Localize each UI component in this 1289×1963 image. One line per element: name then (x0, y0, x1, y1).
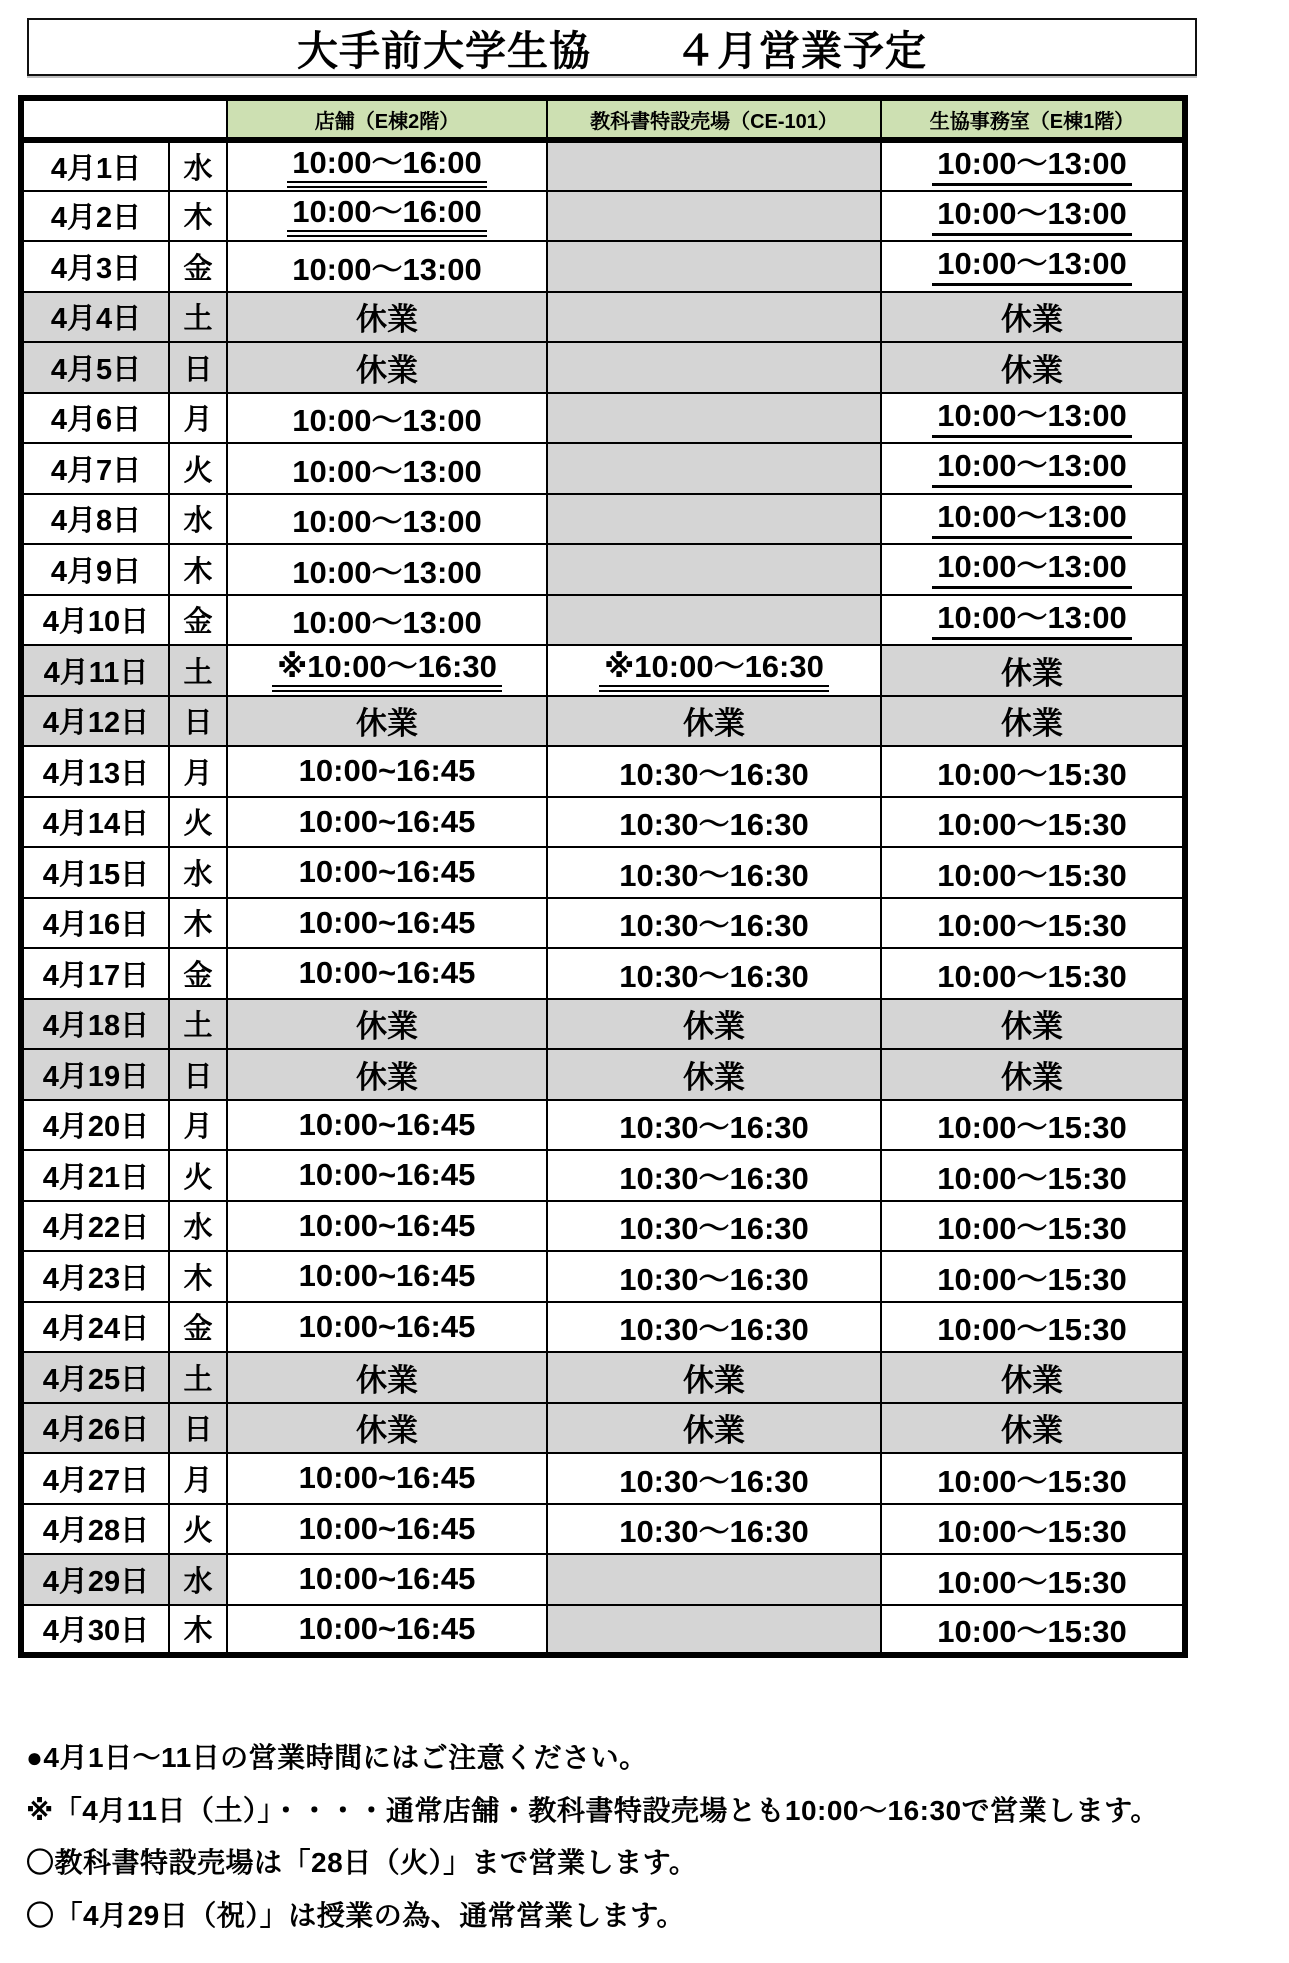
hours-text: 10:00～15:30 (937, 857, 1127, 893)
date-cell: 4月13日 (21, 746, 169, 797)
hours-text: 10:00～15:30 (937, 908, 1127, 944)
hours-text: ※10:00～16:30 (599, 651, 829, 692)
hours-text: 休業 (1001, 352, 1063, 388)
hours-text: 10:00~16:45 (298, 753, 476, 789)
date-cell: 4月26日 (21, 1403, 169, 1454)
note-line: ●4月1日～11日の営業時間にはご注意ください。 (26, 1742, 648, 1773)
date-cell: 4月19日 (21, 1049, 169, 1100)
office-hours-cell (881, 1605, 1185, 1656)
weekday-cell: 水 (169, 1554, 227, 1605)
weekday-cell: 金 (169, 1302, 227, 1353)
office-hours-cell (881, 645, 1185, 696)
hours-text: 休業 (1001, 706, 1063, 742)
hours-text: 休業 (356, 1009, 418, 1045)
title-box (27, 18, 1197, 76)
date-cell: 4月15日 (21, 847, 169, 898)
shop-hours-cell (227, 191, 547, 242)
table-row (21, 1251, 1185, 1302)
hours-text: 10:30～16:30 (619, 1160, 809, 1196)
office-hours-cell (881, 191, 1185, 242)
hours-text: 10:00~16:45 (298, 1561, 476, 1597)
date-cell: 4月27日 (21, 1453, 169, 1504)
hours-text: 10:00~16:45 (298, 1106, 476, 1142)
weekday-cell: 金 (169, 595, 227, 646)
date-cell: 4月25日 (21, 1352, 169, 1403)
table-row (21, 393, 1185, 444)
page-title: 大手前大学生協 ４月営業予定 (297, 27, 927, 74)
hours-text: 10:00～13:00 (292, 504, 482, 540)
shop-hours-cell (227, 999, 547, 1050)
weekday-cell: 木 (169, 544, 227, 595)
table-row (21, 898, 1185, 949)
table-row (21, 544, 1185, 595)
hours-text: 10:30～16:30 (619, 807, 809, 843)
hours-text: 休業 (356, 706, 418, 742)
textbook-hours-cell (547, 1504, 881, 1555)
date-cell: 4月18日 (21, 999, 169, 1050)
weekday-cell: 木 (169, 191, 227, 242)
date-cell: 4月20日 (21, 1100, 169, 1151)
weekday-cell: 日 (169, 696, 227, 747)
hours-text: 休業 (1001, 1059, 1063, 1095)
textbook-hours-cell (547, 443, 881, 494)
date-cell: 4月6日 (21, 393, 169, 444)
textbook-hours-cell (547, 191, 881, 242)
date-cell: 4月2日 (21, 191, 169, 242)
textbook-hours-cell (547, 847, 881, 898)
textbook-hours-cell (547, 1554, 881, 1605)
shop-hours-cell (227, 898, 547, 949)
textbook-hours-cell (547, 948, 881, 999)
textbook-hours-cell (547, 1605, 881, 1656)
office-hours-cell (881, 494, 1185, 545)
hours-text: 10:00～16:00 (287, 196, 487, 237)
shop-hours-cell (227, 1201, 547, 1252)
weekday-cell: 土 (169, 1352, 227, 1403)
hours-text: 10:00～13:00 (932, 450, 1132, 488)
shop-hours-cell (227, 1403, 547, 1454)
date-cell: 4月14日 (21, 797, 169, 848)
shop-hours-cell (227, 342, 547, 393)
hours-text: 10:30～16:30 (619, 857, 809, 893)
office-hours-cell (881, 1403, 1185, 1454)
table-row (21, 595, 1185, 646)
office-hours-cell (881, 393, 1185, 444)
hours-text: 10:00～15:30 (937, 1614, 1127, 1650)
date-cell: 4月10日 (21, 595, 169, 646)
hours-text: 10:00～15:30 (937, 1564, 1127, 1600)
note-line: ※「4月11日（土）」・・・・通常店舗・教科書特設売場とも10:00～16:30で営業します。 (26, 1794, 1159, 1826)
office-hours-cell (881, 443, 1185, 494)
shop-hours-cell (227, 1554, 547, 1605)
table-row (21, 241, 1185, 292)
office-hours-cell (881, 241, 1185, 292)
office-hours-cell (881, 342, 1185, 393)
office-hours-cell (881, 898, 1185, 949)
textbook-hours-cell (547, 797, 881, 848)
textbook-hours-cell (547, 1150, 881, 1201)
hours-text: 10:30～16:30 (619, 1261, 809, 1297)
weekday-cell: 月 (169, 1100, 227, 1151)
hours-text: 10:00~16:45 (298, 1157, 476, 1193)
table-row (21, 696, 1185, 747)
textbook-hours-cell (547, 1201, 881, 1252)
schedule-table-body (21, 140, 1185, 1655)
table-row (21, 948, 1185, 999)
weekday-cell: 水 (169, 494, 227, 545)
hours-text: 10:00～13:00 (932, 602, 1132, 640)
office-hours-cell (881, 1554, 1185, 1605)
textbook-hours-cell (547, 1352, 881, 1403)
shop-hours-cell (227, 292, 547, 343)
column-header-textbook: 教科書特設売場（CE-101） (547, 98, 881, 140)
hours-text: 10:00～15:30 (937, 958, 1127, 994)
table-row (21, 797, 1185, 848)
table-row (21, 1504, 1185, 1555)
office-hours-cell (881, 1251, 1185, 1302)
hours-text: 10:00～15:30 (937, 1463, 1127, 1499)
office-hours-cell (881, 999, 1185, 1050)
hours-text: 10:00～15:30 (937, 1312, 1127, 1348)
shop-hours-cell (227, 595, 547, 646)
hours-text: 10:00~16:45 (298, 1258, 476, 1294)
date-cell: 4月11日 (21, 645, 169, 696)
date-cell: 4月21日 (21, 1150, 169, 1201)
date-cell: 4月22日 (21, 1201, 169, 1252)
date-cell: 4月30日 (21, 1605, 169, 1656)
date-cell: 4月3日 (21, 241, 169, 292)
table-row (21, 645, 1185, 696)
table-row (21, 1100, 1185, 1151)
textbook-hours-cell (547, 696, 881, 747)
hours-text: 10:30～16:30 (619, 1463, 809, 1499)
table-row (21, 443, 1185, 494)
hours-text: 10:00～15:30 (937, 1110, 1127, 1146)
office-hours-cell (881, 847, 1185, 898)
textbook-hours-cell (547, 645, 881, 696)
hours-text: 10:30～16:30 (619, 1110, 809, 1146)
footnotes (26, 1732, 1289, 1942)
hours-text: 10:00～16:00 (287, 147, 487, 188)
hours-text: 休業 (683, 706, 745, 742)
date-cell: 4月29日 (21, 1554, 169, 1605)
weekday-cell: 水 (169, 847, 227, 898)
hours-text: 休業 (1001, 1413, 1063, 1449)
note-line: 〇教科書特設売場は「28日（火）」まで営業します。 (26, 1847, 698, 1878)
office-hours-cell (881, 1453, 1185, 1504)
office-hours-cell (881, 1504, 1185, 1555)
hours-text: 休業 (356, 352, 418, 388)
table-row (21, 1201, 1185, 1252)
office-hours-cell (881, 1150, 1185, 1201)
weekday-cell: 土 (169, 292, 227, 343)
weekday-cell: 土 (169, 645, 227, 696)
shop-hours-cell (227, 1100, 547, 1151)
shop-hours-cell (227, 1352, 547, 1403)
hours-text: 10:00~16:45 (298, 854, 476, 890)
shop-hours-cell (227, 1049, 547, 1100)
shop-hours-cell (227, 443, 547, 494)
hours-text: 10:00～13:00 (932, 148, 1132, 186)
hours-text: 10:30～16:30 (619, 1211, 809, 1247)
hours-text: 10:00~16:45 (298, 1510, 476, 1546)
shop-hours-cell (227, 241, 547, 292)
weekday-cell: 火 (169, 1150, 227, 1201)
textbook-hours-cell (547, 241, 881, 292)
hours-text: 10:00～13:00 (932, 248, 1132, 286)
table-row (21, 1403, 1185, 1454)
date-cell: 4月16日 (21, 898, 169, 949)
hours-text: 10:00～13:00 (932, 198, 1132, 236)
office-hours-cell (881, 746, 1185, 797)
date-cell: 4月8日 (21, 494, 169, 545)
office-hours-cell (881, 1302, 1185, 1353)
hours-text: 休業 (1001, 302, 1063, 338)
textbook-hours-cell (547, 1100, 881, 1151)
date-cell: 4月7日 (21, 443, 169, 494)
shop-hours-cell (227, 696, 547, 747)
table-row (21, 1453, 1185, 1504)
hours-text: 10:00~16:45 (298, 803, 476, 839)
textbook-hours-cell (547, 342, 881, 393)
weekday-cell: 月 (169, 1453, 227, 1504)
hours-text: 10:00～15:30 (937, 1160, 1127, 1196)
weekday-cell: 木 (169, 1605, 227, 1656)
schedule-table-header (21, 98, 1185, 140)
textbook-hours-cell (547, 1049, 881, 1100)
table-row (21, 1352, 1185, 1403)
textbook-hours-cell (547, 1453, 881, 1504)
textbook-hours-cell (547, 494, 881, 545)
weekday-cell: 水 (169, 140, 227, 191)
hours-text: 10:00～13:00 (932, 400, 1132, 438)
hours-text: 10:00～15:30 (937, 1514, 1127, 1550)
shop-hours-cell (227, 1605, 547, 1656)
textbook-hours-cell (547, 746, 881, 797)
shop-hours-cell (227, 1150, 547, 1201)
hours-text: 休業 (1001, 655, 1063, 691)
weekday-cell: 月 (169, 746, 227, 797)
weekday-cell: 日 (169, 1403, 227, 1454)
shop-hours-cell (227, 948, 547, 999)
weekday-cell: 木 (169, 898, 227, 949)
table-row (21, 292, 1185, 343)
date-cell: 4月24日 (21, 1302, 169, 1353)
table-row (21, 494, 1185, 545)
weekday-cell: 金 (169, 241, 227, 292)
hours-text: 10:00~16:45 (298, 1610, 476, 1646)
weekday-cell: 日 (169, 342, 227, 393)
weekday-cell: 木 (169, 1251, 227, 1302)
date-cell: 4月1日 (21, 140, 169, 191)
hours-text: 休業 (356, 1362, 418, 1398)
office-hours-cell (881, 1352, 1185, 1403)
hours-text: 休業 (683, 1009, 745, 1045)
weekday-cell: 水 (169, 1201, 227, 1252)
hours-text: 10:30～16:30 (619, 756, 809, 792)
hours-text: 10:00～13:00 (292, 403, 482, 439)
note-line: 〇「4月29日（祝）」は授業の為、通常営業します。 (26, 1899, 685, 1931)
shop-hours-cell (227, 645, 547, 696)
hours-text: 10:00~16:45 (298, 955, 476, 991)
date-cell: 4月5日 (21, 342, 169, 393)
shop-hours-cell (227, 393, 547, 444)
shop-hours-cell (227, 544, 547, 595)
table-row (21, 746, 1185, 797)
hours-text: 10:30～16:30 (619, 908, 809, 944)
weekday-cell: 日 (169, 1049, 227, 1100)
office-hours-cell (881, 544, 1185, 595)
hours-text: 休業 (1001, 1009, 1063, 1045)
table-row (21, 342, 1185, 393)
date-cell: 4月17日 (21, 948, 169, 999)
office-hours-cell (881, 1049, 1185, 1100)
shop-hours-cell (227, 746, 547, 797)
hours-text: 10:00～13:00 (292, 453, 482, 489)
hours-text: 10:00～13:00 (292, 251, 482, 287)
textbook-hours-cell (547, 544, 881, 595)
hours-text: 10:00～15:30 (937, 1261, 1127, 1297)
hours-text: 10:00～15:30 (937, 756, 1127, 792)
table-row (21, 1554, 1185, 1605)
office-hours-cell (881, 1201, 1185, 1252)
hours-text: 10:00~16:45 (298, 1207, 476, 1243)
table-row (21, 847, 1185, 898)
table-row (21, 1605, 1185, 1656)
date-cell: 4月4日 (21, 292, 169, 343)
hours-text: 休業 (356, 1413, 418, 1449)
table-row (21, 191, 1185, 242)
shop-hours-cell (227, 1251, 547, 1302)
column-header-office: 生協事務室（E棟1階） (881, 98, 1185, 140)
table-row (21, 1302, 1185, 1353)
table-row (21, 140, 1185, 191)
office-hours-cell (881, 140, 1185, 191)
shop-hours-cell (227, 847, 547, 898)
textbook-hours-cell (547, 292, 881, 343)
textbook-hours-cell (547, 1251, 881, 1302)
hours-text: ※10:00～16:30 (272, 651, 502, 692)
schedule-table (18, 95, 1188, 1658)
table-row (21, 999, 1185, 1050)
hours-text: 休業 (356, 302, 418, 338)
hours-text: 10:30～16:30 (619, 1514, 809, 1550)
weekday-cell: 土 (169, 999, 227, 1050)
date-cell: 4月12日 (21, 696, 169, 747)
textbook-hours-cell (547, 999, 881, 1050)
office-hours-cell (881, 797, 1185, 848)
weekday-cell: 火 (169, 797, 227, 848)
hours-text: 休業 (683, 1362, 745, 1398)
hours-text: 10:00～13:00 (932, 501, 1132, 539)
textbook-hours-cell (547, 898, 881, 949)
office-hours-cell (881, 292, 1185, 343)
date-cell: 4月9日 (21, 544, 169, 595)
textbook-hours-cell (547, 595, 881, 646)
hours-text: 10:30～16:30 (619, 1312, 809, 1348)
hours-text: 10:00～15:30 (937, 807, 1127, 843)
header-row (21, 98, 1185, 140)
shop-hours-cell (227, 1504, 547, 1555)
textbook-hours-cell (547, 1302, 881, 1353)
hours-text: 休業 (683, 1413, 745, 1449)
office-hours-cell (881, 595, 1185, 646)
corner-cell (21, 98, 227, 140)
hours-text: 10:00～13:00 (292, 554, 482, 590)
table-row (21, 1150, 1185, 1201)
column-header-shop: 店舗（E棟2階） (227, 98, 547, 140)
hours-text: 10:00～15:30 (937, 1211, 1127, 1247)
weekday-cell: 火 (169, 1504, 227, 1555)
shop-hours-cell (227, 1453, 547, 1504)
date-cell: 4月23日 (21, 1251, 169, 1302)
textbook-hours-cell (547, 1403, 881, 1454)
weekday-cell: 金 (169, 948, 227, 999)
weekday-cell: 月 (169, 393, 227, 444)
shop-hours-cell (227, 494, 547, 545)
weekday-cell: 火 (169, 443, 227, 494)
hours-text: 10:00~16:45 (298, 1460, 476, 1496)
hours-text: 10:00~16:45 (298, 1308, 476, 1344)
hours-text: 10:00～13:00 (292, 605, 482, 641)
date-cell: 4月28日 (21, 1504, 169, 1555)
shop-hours-cell (227, 1302, 547, 1353)
hours-text: 休業 (683, 1059, 745, 1095)
hours-text: 休業 (1001, 1362, 1063, 1398)
textbook-hours-cell (547, 393, 881, 444)
hours-text: 10:30～16:30 (619, 958, 809, 994)
textbook-hours-cell (547, 140, 881, 191)
hours-text: 休業 (356, 1059, 418, 1095)
shop-hours-cell (227, 797, 547, 848)
office-hours-cell (881, 696, 1185, 747)
office-hours-cell (881, 948, 1185, 999)
office-hours-cell (881, 1100, 1185, 1151)
table-row (21, 1049, 1185, 1100)
shop-hours-cell (227, 140, 547, 191)
hours-text: 10:00～13:00 (932, 551, 1132, 589)
hours-text: 10:00~16:45 (298, 904, 476, 940)
